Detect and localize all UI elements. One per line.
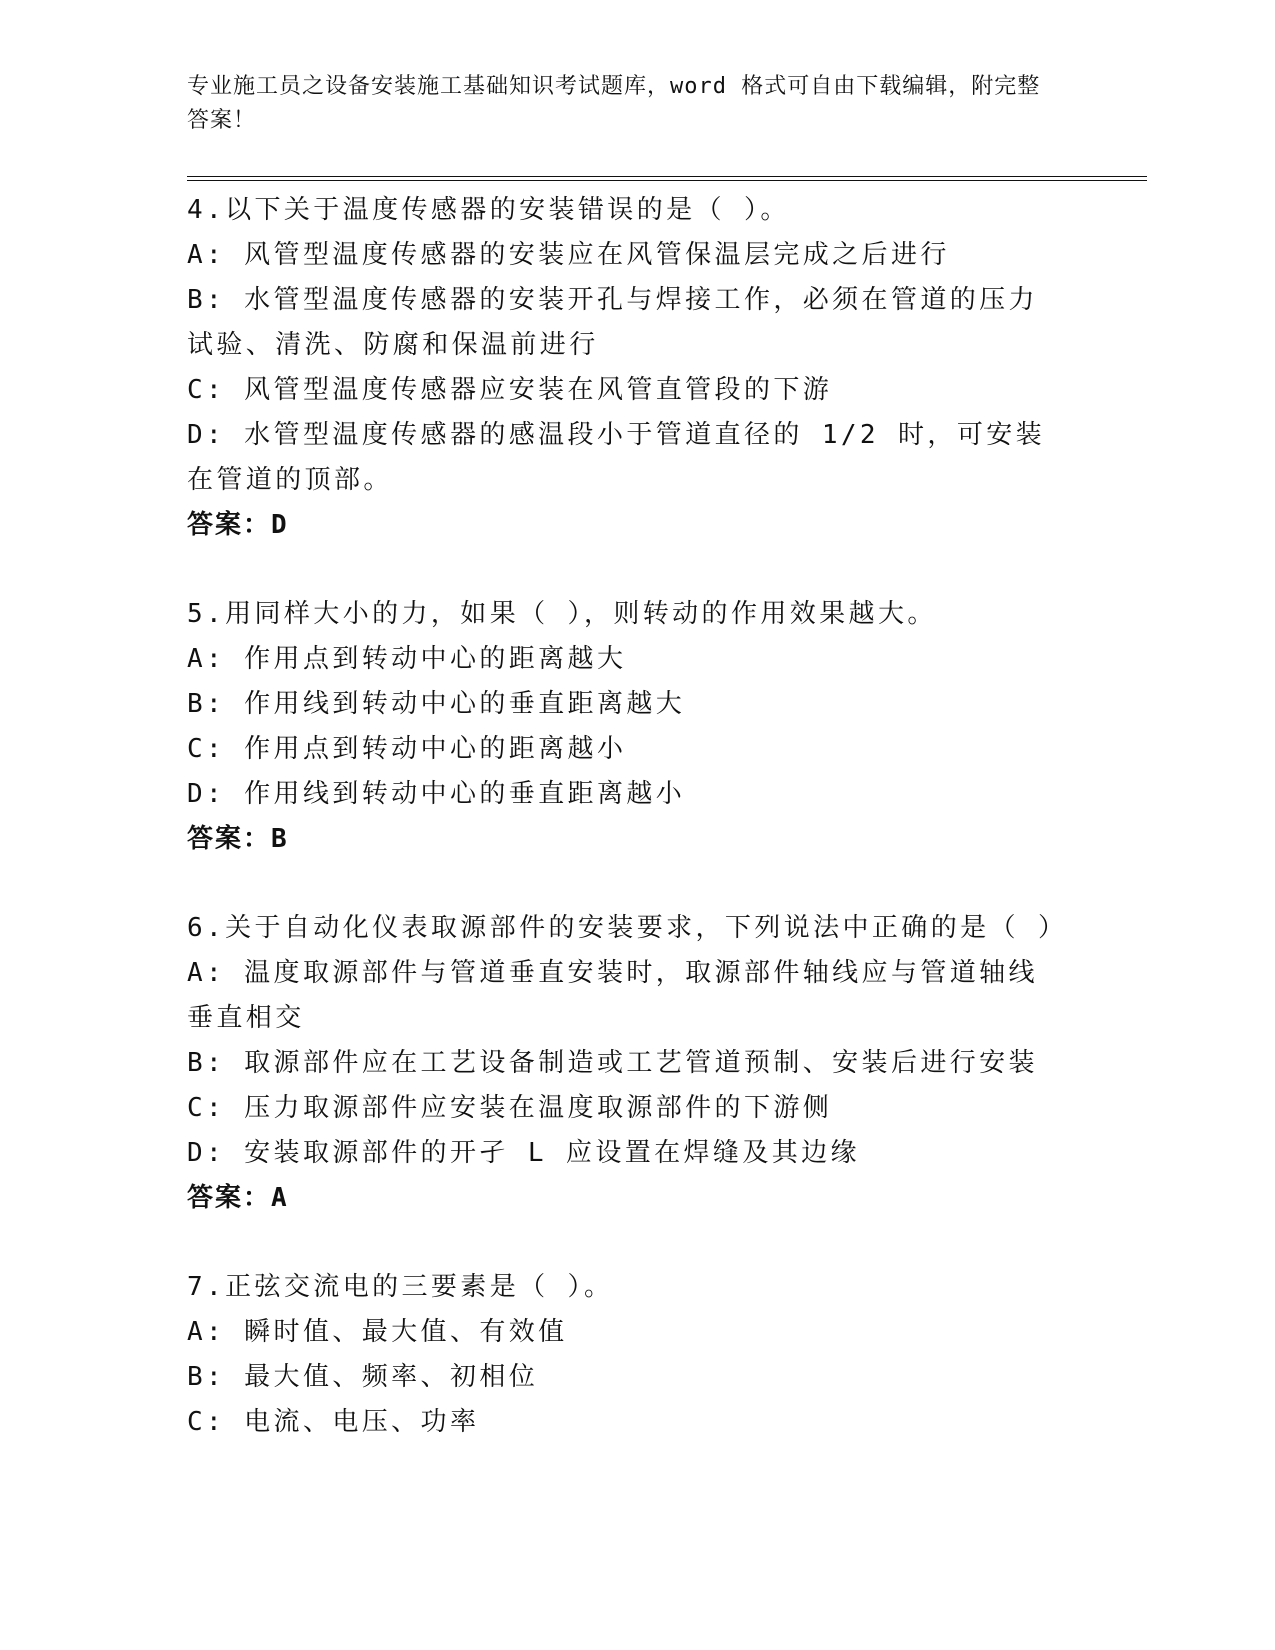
option-a: A: 瞬时值、最大值、有效值 bbox=[187, 1317, 568, 1347]
option-d: D: 作用线到转动中心的垂直距离越小 bbox=[187, 779, 686, 809]
answer-label: 答案：D bbox=[187, 510, 289, 540]
option-d: D: 水管型温度传感器的感温段小于管道直径的 1/2 时，可安装在管道的顶部。 bbox=[187, 420, 1046, 495]
option-a: A: 风管型温度传感器的安装应在风管保温层完成之后进行 bbox=[187, 240, 950, 270]
option-a: A: 温度取源部件与管道垂直安装时，取源部件轴线应与管道轴线垂直相交 bbox=[187, 958, 1038, 1033]
question-6 bbox=[187, 906, 1067, 1221]
option-b: B: 取源部件应在工艺设备制造或工艺管道预制、安装后进行安装 bbox=[187, 1048, 1038, 1078]
option-c: C: 作用点到转动中心的距离越小 bbox=[187, 734, 627, 764]
question-5 bbox=[187, 592, 1067, 862]
answer-label: 答案：B bbox=[187, 824, 289, 854]
question-4 bbox=[187, 188, 1067, 548]
document-page bbox=[187, 0, 1147, 1650]
option-c: C: 风管型温度传感器应安装在风管直管段的下游 bbox=[187, 375, 833, 405]
option-b: B: 最大值、频率、初相位 bbox=[187, 1362, 539, 1392]
question-stem: 6.关于自动化仪表取源部件的安装要求，下列说法中正确的是（ ） bbox=[187, 913, 1068, 943]
option-b: B: 水管型温度传感器的安装开孔与焊接工作，必须在管道的压力试验、清洗、防腐和保温前进行 bbox=[187, 285, 1038, 360]
option-b: B: 作用线到转动中心的垂直距离越大 bbox=[187, 689, 686, 719]
option-d: D: 安装取源部件的开孑 L 应设置在焊缝及其边缘 bbox=[187, 1138, 860, 1168]
answer-label: 答案：A bbox=[187, 1183, 289, 1213]
question-list bbox=[187, 188, 1067, 1489]
question-stem: 4.以下关于温度传感器的安装错误的是（ ）。 bbox=[187, 195, 790, 225]
option-c: C: 压力取源部件应安装在温度取源部件的下游侧 bbox=[187, 1093, 833, 1123]
header-divider bbox=[187, 176, 1147, 181]
document-header: 专业施工员之设备安装施工基础知识考试题库，word 格式可自由下载编辑，附完整答案！ bbox=[187, 74, 1041, 133]
question-7 bbox=[187, 1265, 1067, 1445]
option-c: C: 电流、电压、功率 bbox=[187, 1407, 480, 1437]
question-stem: 5.用同样大小的力，如果（ ），则转动的作用效果越大。 bbox=[187, 599, 937, 629]
option-a: A: 作用点到转动中心的距离越大 bbox=[187, 644, 627, 674]
question-stem: 7.正弦交流电的三要素是（ ）。 bbox=[187, 1272, 614, 1302]
